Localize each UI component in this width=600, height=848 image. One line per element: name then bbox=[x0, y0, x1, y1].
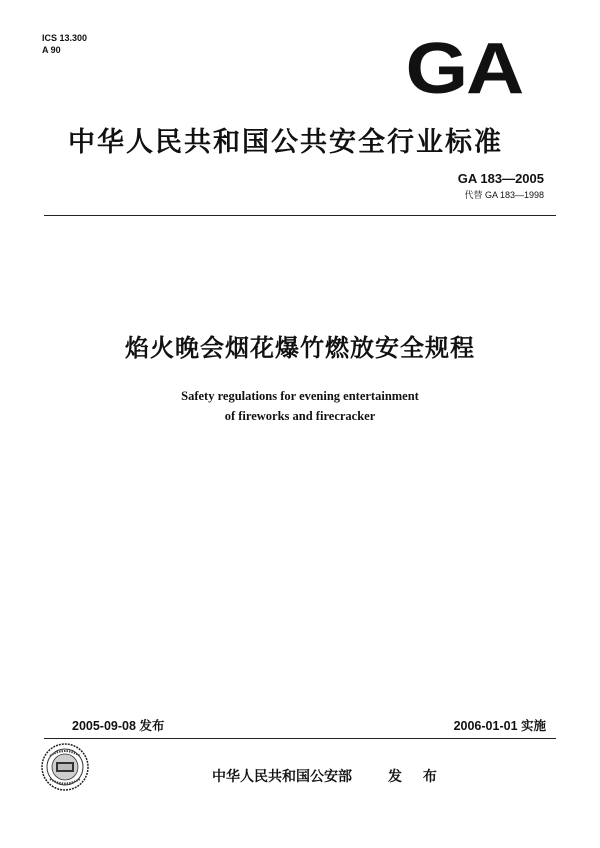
chinese-title: 焰火晚会烟花爆竹燃放安全规程 bbox=[125, 334, 475, 362]
issuer-action: 发 布 bbox=[388, 769, 445, 785]
issue-date: 2005-09-08 发布 bbox=[72, 719, 165, 733]
standard-number: GA 183—2005 bbox=[457, 171, 544, 186]
top-divider bbox=[44, 215, 556, 216]
ics-code: ICS 13.300 bbox=[42, 33, 88, 43]
ga-logo: GA bbox=[405, 29, 522, 109]
issuer: 中华人民共和国公安部 bbox=[212, 769, 352, 785]
english-title-line1: Safety regulations for evening entertainment bbox=[181, 389, 419, 403]
organization-title: 中华人民共和国公共安全行业标准 bbox=[68, 127, 503, 158]
replaces-note: 代替 GA 183—1998 bbox=[464, 190, 544, 200]
publisher-seal-icon bbox=[40, 742, 90, 792]
bottom-divider bbox=[44, 738, 556, 739]
english-title bbox=[0, 386, 600, 426]
category-code: A 90 bbox=[42, 45, 61, 55]
english-title-line2: of fireworks and firecracker bbox=[224, 409, 376, 423]
classification-codes bbox=[42, 32, 87, 56]
implementation-date: 2006-01-01 实施 bbox=[453, 719, 546, 733]
